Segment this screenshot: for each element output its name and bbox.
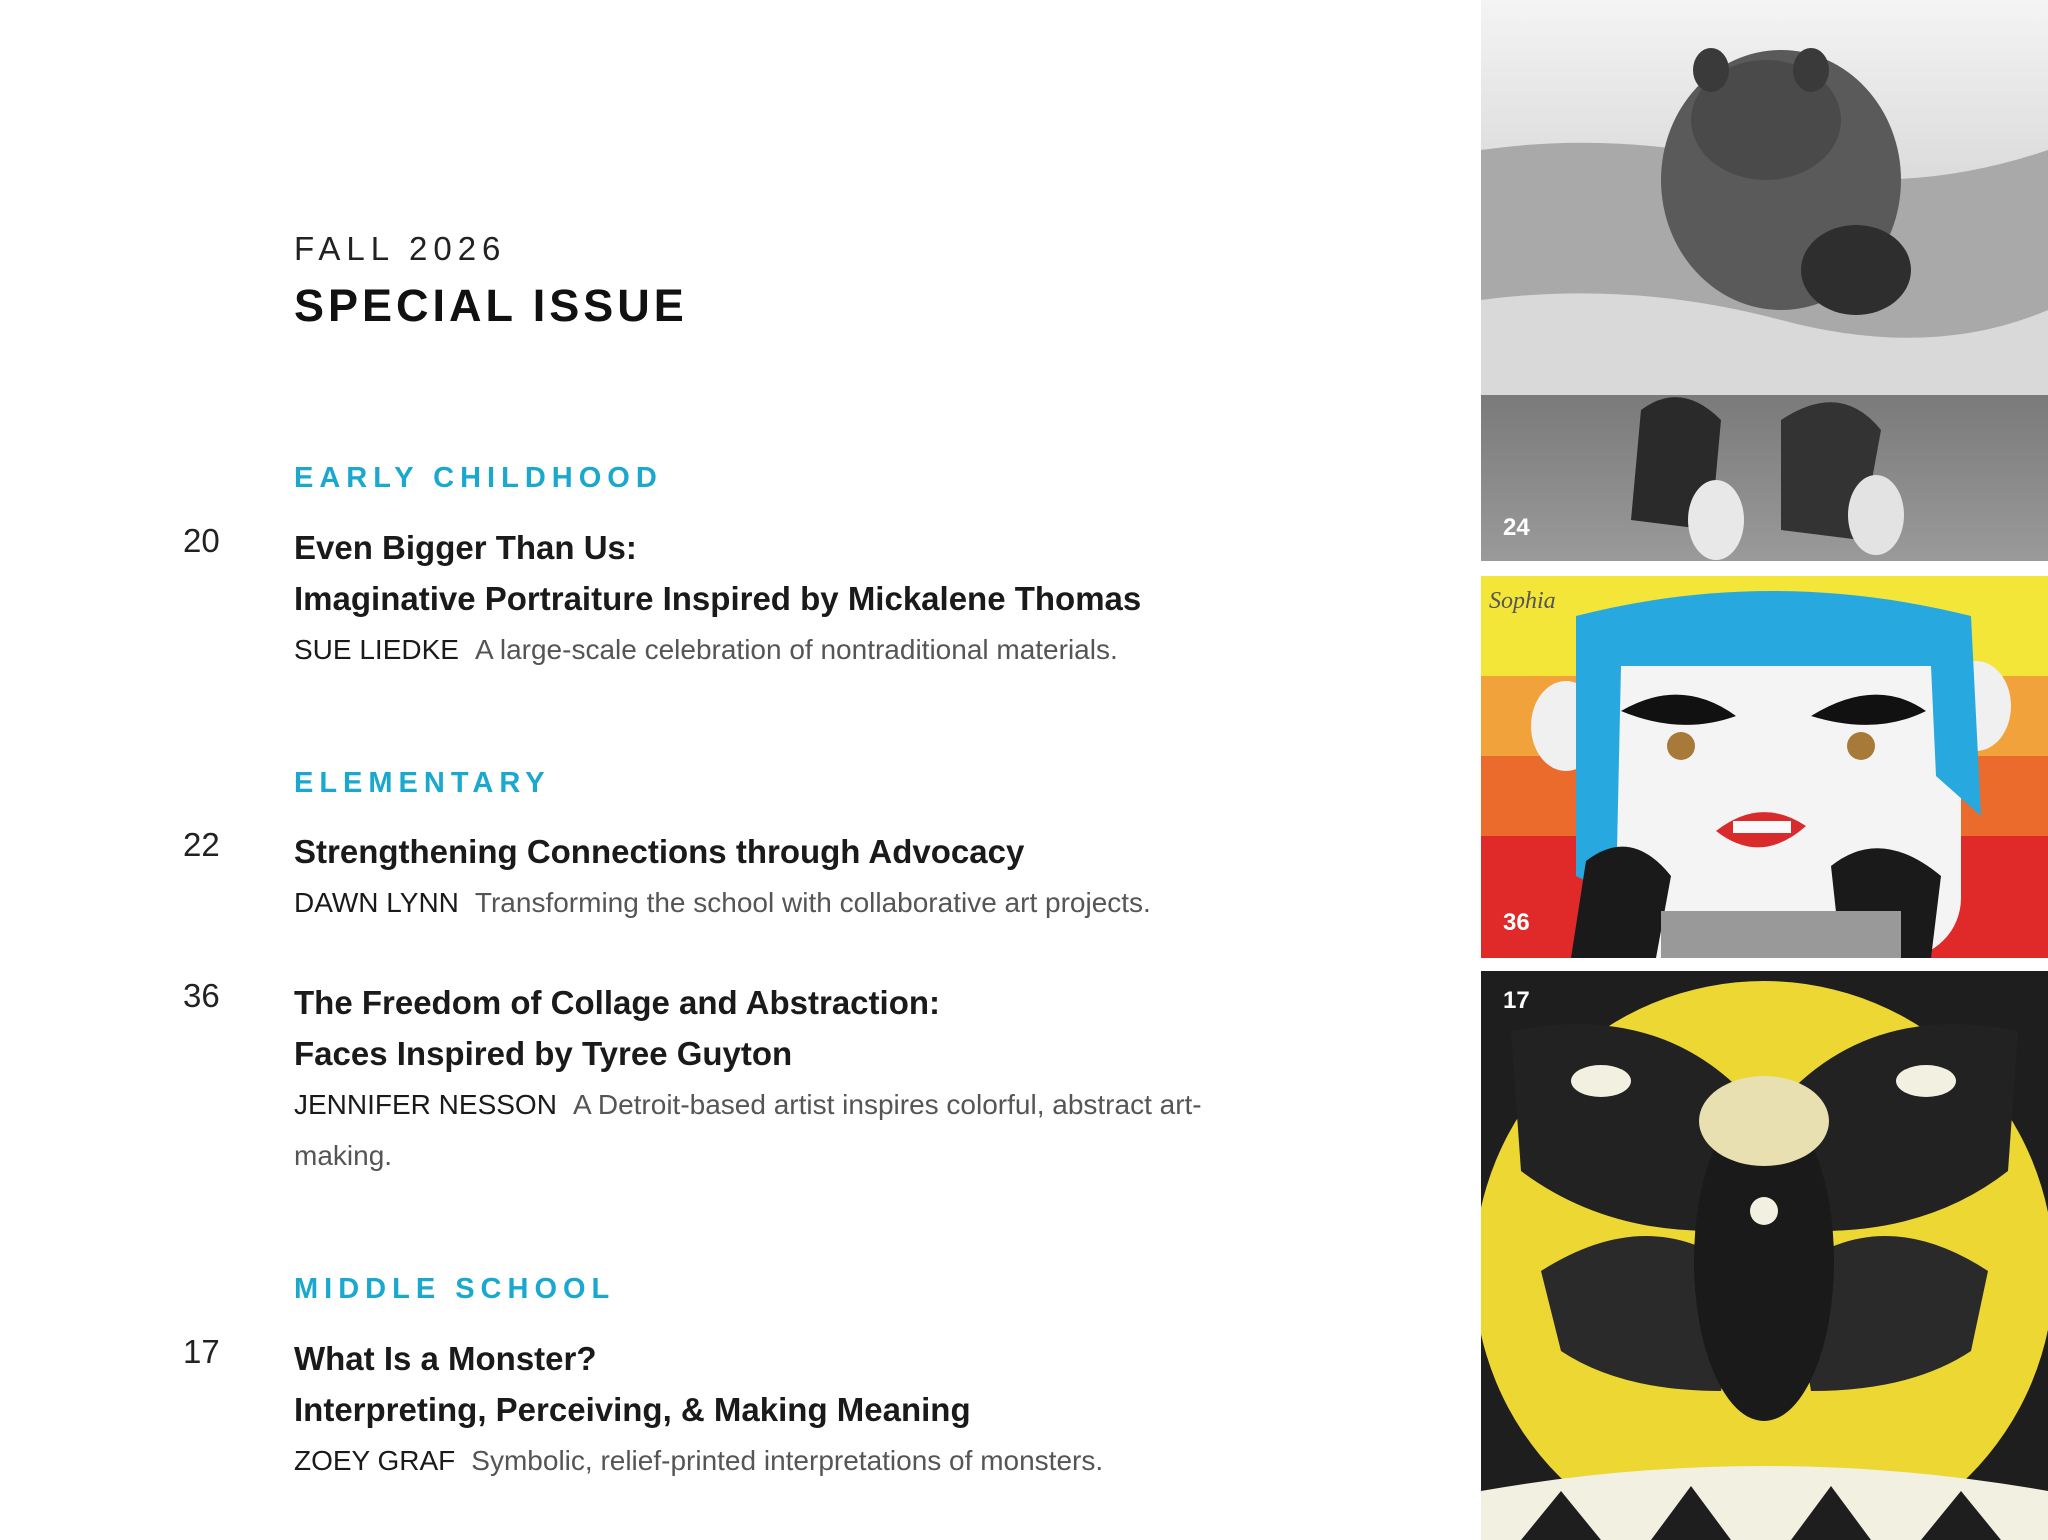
section-heading-elementary: ELEMENTARY bbox=[294, 767, 551, 799]
collage-face-graphic bbox=[1481, 576, 2048, 958]
entry-title-line: Imaginative Portraiture Inspired by Mickalene Thomas bbox=[294, 580, 1142, 617]
entry-page-number: 36 bbox=[183, 977, 220, 1014]
entry-description: A Detroit-based artist inspires colorful, abstract art-making. bbox=[294, 1089, 1202, 1171]
issue-title: SPECIAL ISSUE bbox=[294, 280, 688, 331]
bear-swimming-photo[interactable] bbox=[1481, 0, 2048, 561]
entry-byline bbox=[294, 624, 1344, 675]
artist-signature: Sophia bbox=[1489, 588, 1556, 614]
entry-title-line: What Is a Monster? bbox=[294, 1340, 597, 1377]
section-heading-early-childhood: EARLY CHILDHOOD bbox=[294, 462, 663, 494]
entry-author: DAWN LYNN bbox=[294, 887, 459, 918]
entry-page-number: 20 bbox=[183, 522, 220, 559]
entry-byline bbox=[294, 1435, 1344, 1486]
bear-photo-graphic bbox=[1481, 0, 2048, 561]
entry-author: JENNIFER NESSON bbox=[294, 1089, 557, 1120]
image-page-number: 17 bbox=[1503, 987, 1530, 1014]
entry-description: A large-scale celebration of nontraditional materials. bbox=[474, 634, 1118, 665]
entry-description: Symbolic, relief-printed interpretations of monsters. bbox=[471, 1445, 1104, 1476]
image-page-number: 36 bbox=[1503, 909, 1530, 936]
section-heading-middle-school: MIDDLE SCHOOL bbox=[294, 1273, 616, 1305]
entry-byline bbox=[294, 1079, 1234, 1181]
image-page-number: 24 bbox=[1503, 514, 1530, 541]
entry-title-line: Faces Inspired by Tyree Guyton bbox=[294, 1035, 793, 1072]
entry-author: SUE LIEDKE bbox=[294, 634, 459, 665]
collage-face-artwork[interactable] bbox=[1481, 576, 2048, 958]
entry-page-number: 22 bbox=[183, 826, 220, 863]
entry-byline bbox=[294, 877, 1344, 928]
entry-page-number: 17 bbox=[183, 1333, 220, 1370]
entry-title-line: Even Bigger Than Us: bbox=[294, 529, 637, 566]
entry-description: Transforming the school with collaborative art projects. bbox=[474, 887, 1151, 918]
moth-relief-print[interactable] bbox=[1481, 971, 2048, 1540]
entry-title-line: The Freedom of Collage and Abstraction: bbox=[294, 984, 940, 1021]
entry-author: ZOEY GRAF bbox=[294, 1445, 456, 1476]
moth-print-graphic bbox=[1481, 971, 2048, 1540]
entry-title-line: Strengthening Connections through Advocacy bbox=[294, 833, 1025, 870]
issue-date: FALL 2026 bbox=[294, 230, 507, 267]
entry-title-line: Interpreting, Perceiving, & Making Meaning bbox=[294, 1391, 971, 1428]
